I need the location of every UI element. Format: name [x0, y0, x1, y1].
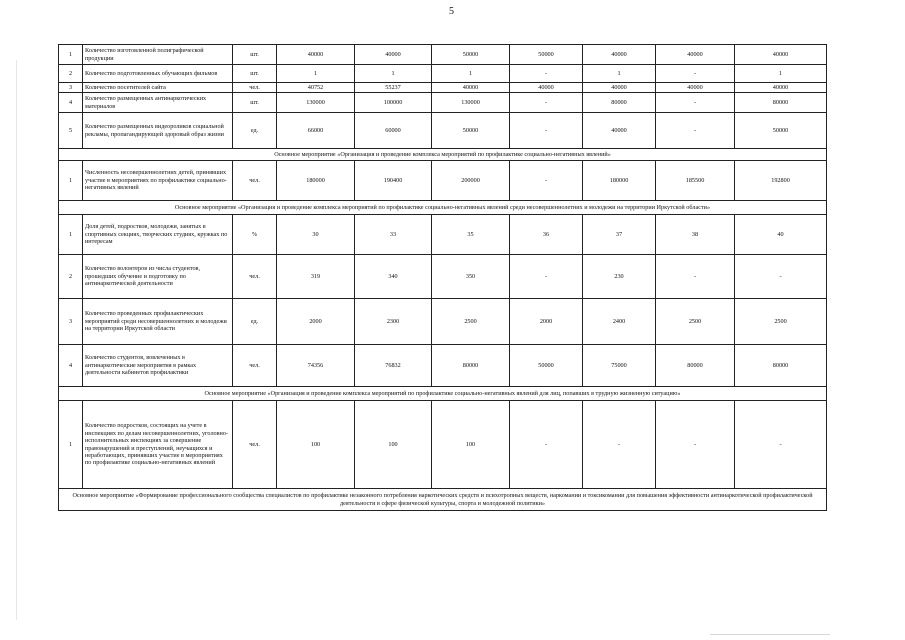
value-cell: -	[656, 65, 735, 83]
section-header-row	[59, 387, 827, 401]
indicator-name: Количество волонтеров из числа студентов, прошедших обучение и подготовку по антинаркотической деятельности	[83, 255, 233, 299]
value-cell: 185500	[656, 161, 735, 201]
value-cell: 200000	[432, 161, 510, 201]
value-cell: 40000	[656, 45, 735, 65]
table-row	[59, 345, 827, 387]
row-number: 4	[59, 345, 83, 387]
section-header-row	[59, 201, 827, 215]
indicator-name: Количество размещенных антинаркотических материалов	[83, 93, 233, 113]
value-cell: 40000	[432, 83, 510, 93]
value-cell: -	[656, 113, 735, 149]
indicator-name: Количество проведенных профилактических мероприятий среди несовершеннолетних и молодежи на территории Иркутской области	[83, 299, 233, 345]
value-cell: 40000	[656, 83, 735, 93]
value-cell: 80000	[656, 345, 735, 387]
value-cell: 40752	[277, 83, 355, 93]
value-cell: 40000	[735, 83, 827, 93]
indicator-name: Количество изготовленной полиграфической продукции	[83, 45, 233, 65]
indicator-name: Количество подростков, состоящих на учете в инспекциях по делам несовершеннолетних, уголовно-исполнительных инспекциях за совершение правонарушений и преступлений, неучащихся и неработающих, принявших участие в мероприятиях по профилактике социально-негативных явлений	[83, 401, 233, 489]
row-number: 3	[59, 83, 83, 93]
value-cell: 1	[432, 65, 510, 83]
table-row	[59, 93, 827, 113]
value-cell: 40000	[277, 45, 355, 65]
value-cell: 50000	[432, 45, 510, 65]
table-row	[59, 65, 827, 83]
indicator-name: Количество подготовленных обучающих фильмов	[83, 65, 233, 83]
value-cell: -	[656, 401, 735, 489]
value-cell: -	[583, 401, 656, 489]
value-cell: 1	[355, 65, 432, 83]
section-title: Основное мероприятие «Организация и проведение комплекса мероприятий по профилактике социально-негативных явлений для лиц, попавших в трудную жизненную ситуацию»	[59, 387, 827, 401]
value-cell: 192800	[735, 161, 827, 201]
value-cell: -	[510, 65, 583, 83]
unit-cell: ед.	[233, 299, 277, 345]
scan-edge-mark	[16, 60, 17, 620]
value-cell: 230	[583, 255, 656, 299]
value-cell: 40000	[510, 83, 583, 93]
value-cell: 75000	[583, 345, 656, 387]
value-cell: 350	[432, 255, 510, 299]
value-cell: 40	[735, 215, 827, 255]
row-number: 1	[59, 161, 83, 201]
row-number: 2	[59, 65, 83, 83]
indicator-name: Доля детей, подростков, молодежи, занятых в спортивных секциях, творческих студиях, кружках по интересам	[83, 215, 233, 255]
value-cell: 2500	[656, 299, 735, 345]
indicators-table	[58, 44, 827, 511]
value-cell: 50000	[735, 113, 827, 149]
value-cell: -	[510, 161, 583, 201]
value-cell: -	[735, 255, 827, 299]
unit-cell: чел.	[233, 401, 277, 489]
value-cell: -	[510, 113, 583, 149]
value-cell: 55237	[355, 83, 432, 93]
value-cell: 2400	[583, 299, 656, 345]
value-cell: 2500	[432, 299, 510, 345]
table-row	[59, 83, 827, 93]
value-cell: 80000	[735, 345, 827, 387]
indicator-name: Количество посетителей сайта	[83, 83, 233, 93]
value-cell: 130000	[432, 93, 510, 113]
table-row	[59, 113, 827, 149]
value-cell: 33	[355, 215, 432, 255]
value-cell: -	[656, 255, 735, 299]
value-cell: 190400	[355, 161, 432, 201]
row-number: 2	[59, 255, 83, 299]
value-cell: 80000	[735, 93, 827, 113]
indicator-name: Количество студентов, вовлеченных в антинаркотические мероприятия в рамках деятельности кабинетов профилактики	[83, 345, 233, 387]
row-number: 4	[59, 93, 83, 113]
section-title: Основное мероприятие «Формирование профессионального сообщества специалистов по профилактике незаконного потребления наркотических средств и психотропных веществ, наркомании и токсикомании для повышения эффективности антинаркотической профилактической деятельности в сфере физической культуры, спорта и молодежной политики»	[59, 489, 827, 511]
page-number: 5	[449, 6, 454, 17]
section-title: Основное мероприятие «Организация и проведение комплекса мероприятий по профилактике социально-негативных явлений среди несовершеннолетних и молодежи на территории Иркутской области»	[59, 201, 827, 215]
value-cell: 76832	[355, 345, 432, 387]
value-cell: 37	[583, 215, 656, 255]
value-cell: 40000	[583, 113, 656, 149]
unit-cell: шт.	[233, 65, 277, 83]
value-cell: 100	[432, 401, 510, 489]
value-cell: 80000	[432, 345, 510, 387]
value-cell: 2500	[735, 299, 827, 345]
indicator-name: Количество размещенных видеороликов социальной рекламы, пропагандирующей здоровый образ жизни	[83, 113, 233, 149]
value-cell: 2300	[355, 299, 432, 345]
unit-cell: чел.	[233, 161, 277, 201]
value-cell: -	[510, 255, 583, 299]
value-cell: 40000	[583, 45, 656, 65]
value-cell: 180000	[277, 161, 355, 201]
value-cell: 30	[277, 215, 355, 255]
table-row	[59, 255, 827, 299]
section-header-row	[59, 489, 827, 511]
value-cell: 100	[355, 401, 432, 489]
value-cell: 36	[510, 215, 583, 255]
value-cell: 38	[656, 215, 735, 255]
row-number: 1	[59, 45, 83, 65]
table-row	[59, 401, 827, 489]
value-cell: 74356	[277, 345, 355, 387]
value-cell: -	[510, 93, 583, 113]
value-cell: 1	[277, 65, 355, 83]
scan-edge-mark-bottom	[710, 634, 830, 635]
value-cell: 100000	[355, 93, 432, 113]
section-title: Основное мероприятие «Организация и проведение комплекса мероприятий по профилактике социально-негативных явлений»	[59, 149, 827, 161]
unit-cell: ед.	[233, 113, 277, 149]
unit-cell: чел.	[233, 255, 277, 299]
value-cell: -	[735, 401, 827, 489]
unit-cell: чел.	[233, 345, 277, 387]
unit-cell: шт.	[233, 93, 277, 113]
value-cell: 66000	[277, 113, 355, 149]
value-cell: 1	[735, 65, 827, 83]
table-row	[59, 215, 827, 255]
value-cell: 35	[432, 215, 510, 255]
value-cell: 1	[583, 65, 656, 83]
value-cell: 50000	[510, 345, 583, 387]
table-row	[59, 299, 827, 345]
value-cell: 40000	[355, 45, 432, 65]
table-row	[59, 161, 827, 201]
value-cell: 319	[277, 255, 355, 299]
value-cell: 180000	[583, 161, 656, 201]
value-cell: 130000	[277, 93, 355, 113]
unit-cell: шт.	[233, 45, 277, 65]
row-number: 3	[59, 299, 83, 345]
value-cell: 2000	[277, 299, 355, 345]
value-cell: 50000	[432, 113, 510, 149]
value-cell: 80000	[583, 93, 656, 113]
unit-cell: чел.	[233, 83, 277, 93]
table-row	[59, 45, 827, 65]
value-cell: -	[510, 401, 583, 489]
value-cell: 340	[355, 255, 432, 299]
value-cell: 40000	[583, 83, 656, 93]
row-number: 1	[59, 215, 83, 255]
value-cell: 50000	[510, 45, 583, 65]
indicator-name: Численность несовершеннолетних детей, принявших участие в мероприятиях по профилактике социально-негативных явлений	[83, 161, 233, 201]
section-header-row	[59, 149, 827, 161]
value-cell: -	[656, 93, 735, 113]
value-cell: 40000	[735, 45, 827, 65]
value-cell: 60000	[355, 113, 432, 149]
value-cell: 2000	[510, 299, 583, 345]
value-cell: 100	[277, 401, 355, 489]
unit-cell: %	[233, 215, 277, 255]
row-number: 1	[59, 401, 83, 489]
row-number: 5	[59, 113, 83, 149]
